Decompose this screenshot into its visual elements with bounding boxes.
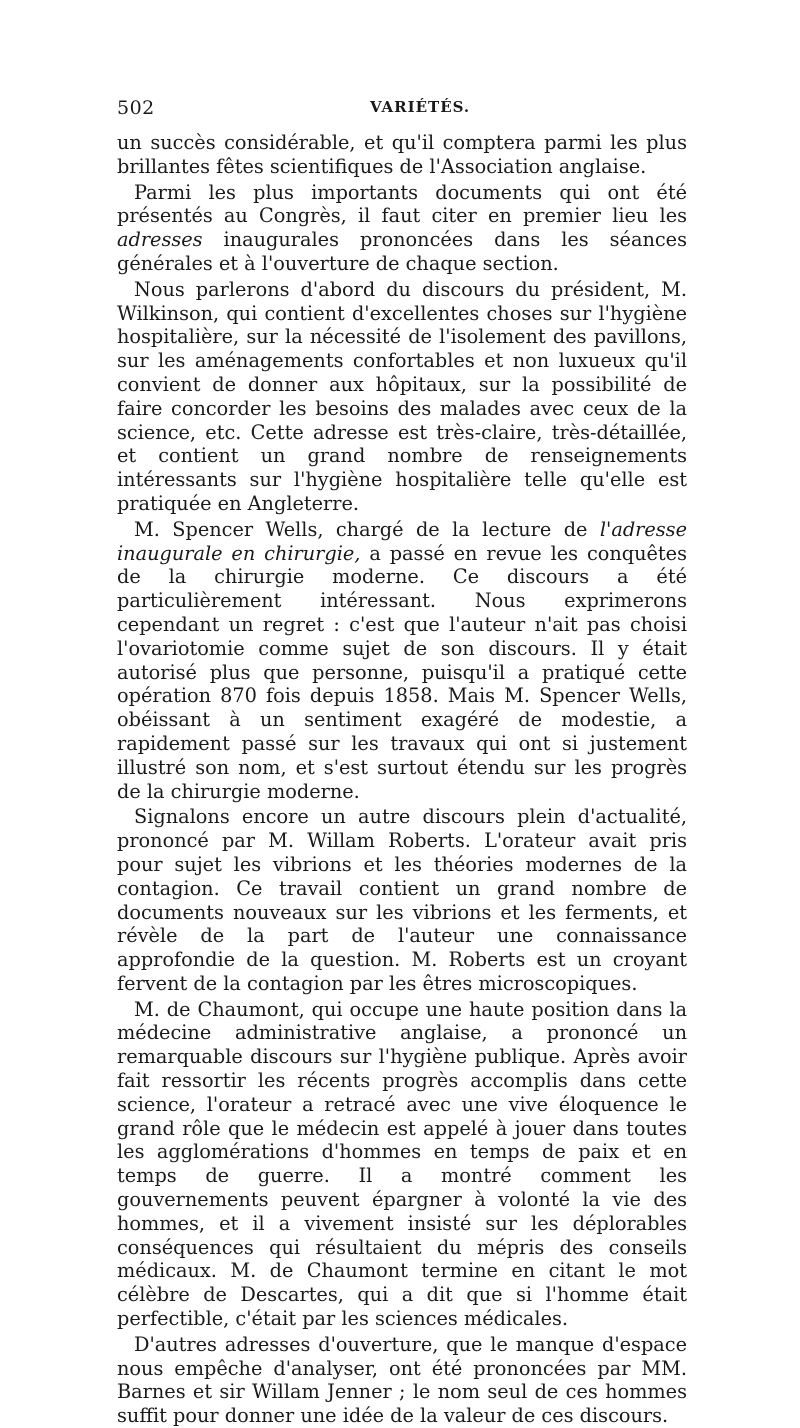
paragraph-inaugural-addresses: Parmi les plus importants documents qui ont été présentés au Congrès, il faut citer en premier lieu les adresses inaugurales prononcées dans les séances générales et à l'ouverture de chaque section. xyxy=(117,180,687,275)
page-number: 502 xyxy=(117,97,155,119)
italic-term: adresses xyxy=(117,228,203,252)
paragraph-chaumont: M. de Chaumont, qui occupe une haute position dans la médecine administrative anglaise, a prononcé un remarquable discours sur l'hygiène publique. Après avoir fait ressortir les récents progrès accomplis dans cette science, l'orateur a retracé avec une vive éloquence le grand rôle que le médecin est appelé à jouer dans toutes les agglomérations d'hommes en temps de paix et en temps de guerre. Il a montré comment les gouvernements peuvent épargner à volonté la vie des hommes, et il a vivement insisté sur les déplorables conséquences qui résultaient du mépris des conseils médicaux. M. de Chaumont termine en citant le mot célèbre de Descartes, qui a dit que si l'homme était perfectible, c'était par les sciences médicales. xyxy=(117,997,687,1331)
italic-term: l'adresse inaugurale en chirurgie, xyxy=(117,517,687,565)
running-title: VARIÉTÉS. xyxy=(370,98,471,116)
paragraph-continuation: un succès considérable, et qu'il comptera parmi les plus brillantes fêtes scientifiques de l'Association anglaise. xyxy=(117,131,687,178)
paragraph-other-addresses: D'autres adresses d'ouverture, que le manque d'espace nous empêche d'analyser, ont été prononcées par MM. Barnes et sir Willam Jenner ; le nom seul de ces hommes suffit pour donner une idée de la valeur de ces discours. xyxy=(117,1332,687,1428)
page-body xyxy=(117,131,687,1428)
paragraph-wilkinson: Nous parlerons d'abord du discours du président, M. Wilkinson, qui contient d'excellentes choses sur l'hygiène hospitalière, sur la nécessité de l'isolement des pavillons, sur les aménagements confortables et non luxueux qu'il convient de donner aux hôpitaux, sur la possibilité de faire concorder les besoins des malades avec ceux de la science, etc. Cette adresse est très-claire, très-détaillée, et contient un grand nombre de renseignements intéressants sur l'hygiène hospitalière telle qu'elle est pratiquée en Angleterre. xyxy=(117,277,687,515)
paragraph-spencer-wells: M. Spencer Wells, chargé de la lecture de l'adresse inaugurale en chirurgie, a passé en revue les conquêtes de la chirurgie moderne. Ce discours a été particulièrement intéressant. Nous exprimerons cependant un regret : c'est que l'auteur n'ait pas choisi l'ovariotomie comme sujet de son discours. Il y était autorisé plus que personne, puisqu'il a pratiqué cette opération 870 fois depuis 1858. Mais M. Spencer Wells, obéissant à un sentiment exagéré de modestie, a rapidement passé sur les travaux qui ont si justement illustré son nom, et s'est surtout étendu sur les progrès de la chirurgie moderne. xyxy=(117,517,687,803)
running-header xyxy=(117,95,687,127)
paragraph-roberts: Signalons encore un autre discours plein d'actualité, prononcé par M. Willam Roberts. L'orateur avait pris pour sujet les vibrions et les théories modernes de la contagion. Ce travail contient un grand nombre de documents nouveaux sur les vibrions et les ferments, et révèle de la part de l'auteur une connaissance approfondie de la question. M. Roberts est un croyant fervent de la contagion par les êtres microscopiques. xyxy=(117,805,687,995)
